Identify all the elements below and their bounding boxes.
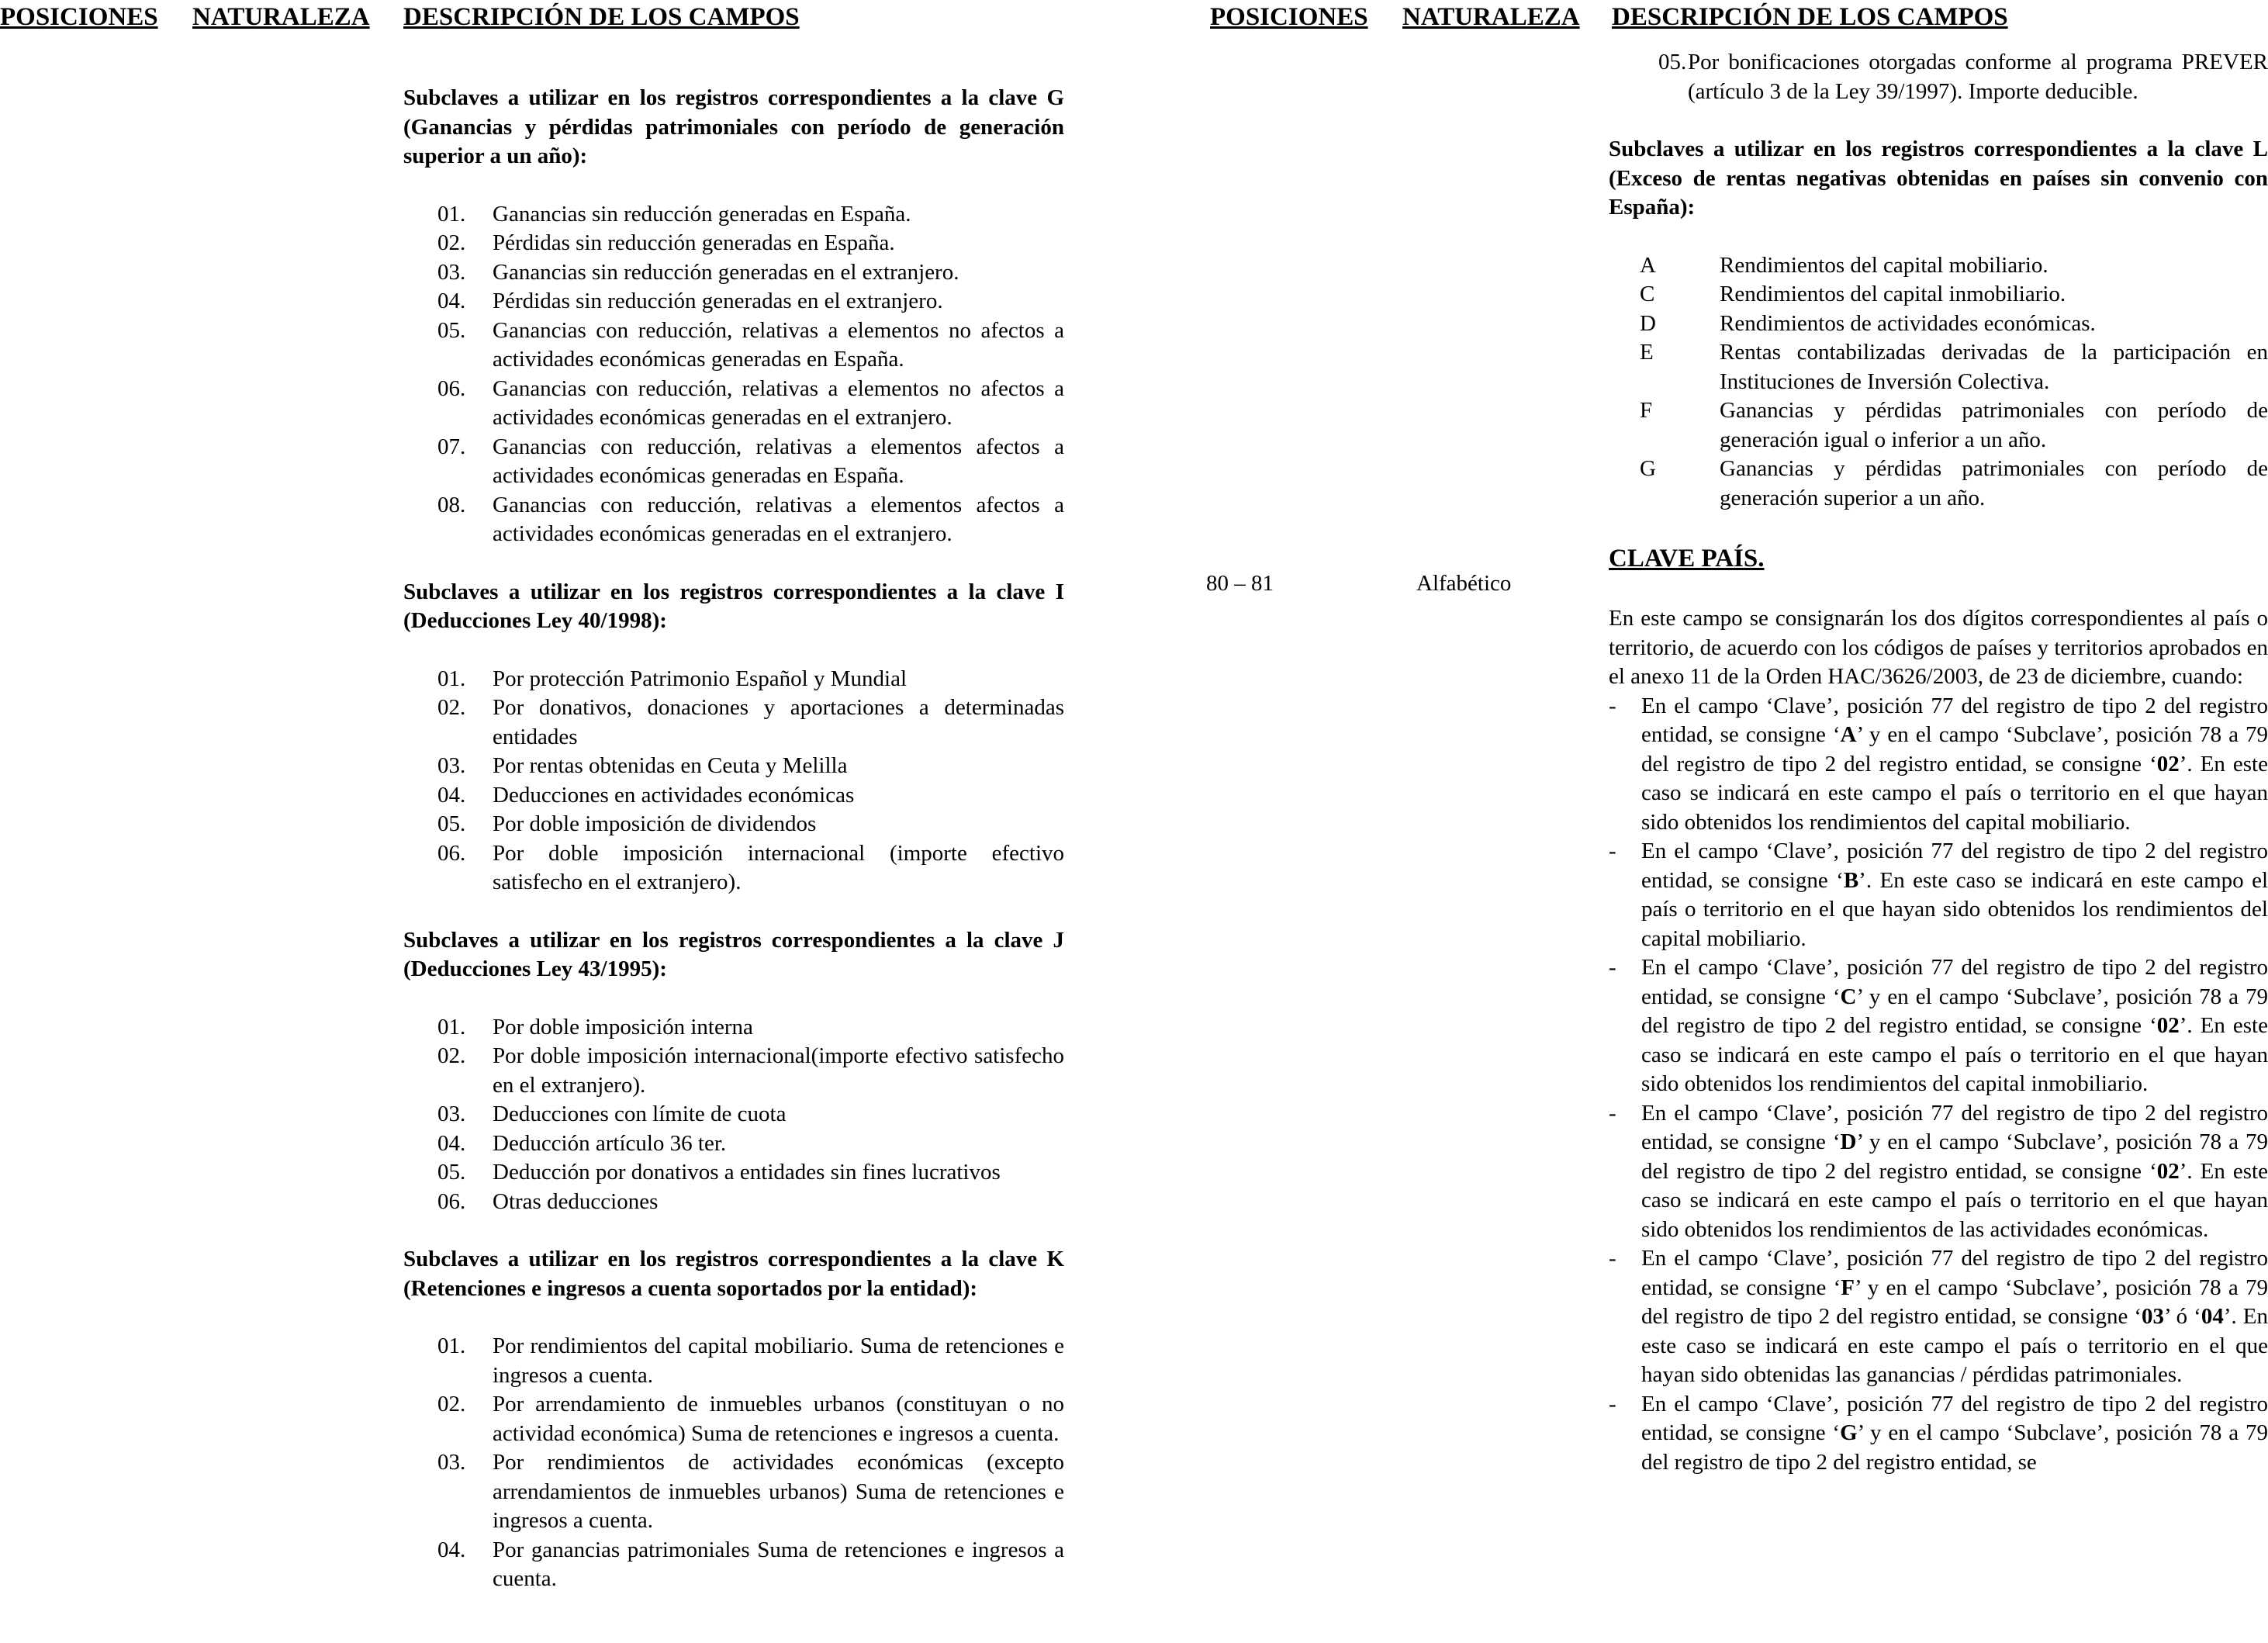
list-item <box>437 433 1064 491</box>
list-item <box>437 287 1064 316</box>
subkey-j-list <box>403 1013 1064 1217</box>
header-positions-left: POSICIONES <box>0 3 158 31</box>
list-item-code: 01. <box>437 666 466 691</box>
list-item-code: E <box>1640 340 1654 365</box>
condition-item <box>1609 692 2268 838</box>
list-item <box>437 694 1064 752</box>
condition-item <box>1609 1390 2268 1478</box>
list-item-code: 02. <box>437 230 466 255</box>
list-item-text: Por rentas obtenidas en Ceuta y Melilla <box>493 753 848 778</box>
list-item <box>437 1332 1064 1390</box>
subkey-g-heading: Subclaves a utilizar en los registros correspondientes a la clave G (Ganancias y pérdidas patrimoniales con período de generación superior a un año): <box>403 85 1064 168</box>
list-item <box>437 1100 1064 1129</box>
list-item-code: 06. <box>437 375 466 401</box>
list-item-code: D <box>1640 310 1656 336</box>
list-item-text: Por doble imposición de dividendos <box>493 811 817 836</box>
list-item-code: 05. <box>437 811 466 836</box>
list-item <box>1640 338 2268 396</box>
list-item-text: Ganancias y pérdidas patrimoniales con período de generación igual o inferior a un año. <box>1720 398 2268 452</box>
list-item-text: Por bonificaciones otorgadas conforme al programa PREVER (artículo 3 de la Ley 39/1997). Importe deducible. <box>1688 50 2268 104</box>
list-item-text: Deducciones en actividades económicas <box>493 782 855 808</box>
list-item <box>437 1188 1064 1217</box>
header-nature-left: NATURALEZA <box>192 3 370 31</box>
list-item <box>437 1390 1064 1448</box>
list-item-code: 03. <box>437 1102 466 1126</box>
list-item-text: Ganancias sin reducción generadas en España. <box>493 201 911 227</box>
list-item <box>1640 310 2268 339</box>
subkey-i-heading: Subclaves a utilizar en los registros correspondientes a la clave I (Deducciones Ley 40/1998): <box>403 579 1064 633</box>
header-description-right: DESCRIPCIÓN DE LOS CAMPOS <box>1612 3 2008 31</box>
list-item-code: F <box>1640 398 1653 423</box>
list-item <box>1640 455 2268 513</box>
list-item-text: Rentas contabilizadas derivadas de la participación en Instituciones de Inversión Colectiva. <box>1720 340 2268 394</box>
list-item-text: Ganancias con reducción, relativas a elementos afectos a actividades económicas generadas en el extranjero. <box>493 492 1064 546</box>
list-item-text: Rendimientos de actividades económicas. <box>1720 310 2096 336</box>
dash-marker: - <box>1609 1100 1616 1126</box>
condition-item <box>1609 837 2268 953</box>
list-item-text: Deducción por donativos a entidades sin fines lucrativos <box>493 1160 1001 1185</box>
list-item <box>437 1158 1064 1188</box>
list-item-code: 04. <box>437 1130 466 1156</box>
condition-text: En el campo ‘Clave’, posición 77 del registro de tipo 2 del registro entidad, se consigne ‘B’. En este caso se indicará en este campo el país o territorio en el que hayan sido obtenidos los rendimientos del capital mobiliario. <box>1641 839 2268 951</box>
list-item-code: 02. <box>437 1392 466 1416</box>
list-item-text: Por donativos, donaciones y aportaciones a determinadas entidades <box>493 695 1064 749</box>
list-item <box>437 665 1064 694</box>
subkey-j-heading: Subclaves a utilizar en los registros correspondientes a la clave J (Deducciones Ley 43/1995): <box>403 927 1064 981</box>
field-positions: 80 – 81 <box>1206 571 1274 596</box>
subkey-k-heading: Subclaves a utilizar en los registros correspondientes a la clave K (Retenciones e ingresos a cuenta soportados por la entidad): <box>403 1247 1064 1301</box>
subkey-l-list <box>1609 251 2268 514</box>
list-item-code: 06. <box>437 840 466 866</box>
header-nature-right: NATURALEZA <box>1402 3 1580 31</box>
list-item-text: Pérdidas sin reducción generadas en España. <box>493 230 895 255</box>
list-item-code: 01. <box>437 1333 466 1358</box>
list-item <box>437 375 1064 433</box>
list-item-code: C <box>1640 282 1655 306</box>
list-item-text: Por protección Patrimonio Español y Mundial <box>493 666 908 691</box>
list-item-text: Ganancias con reducción, relativas a elementos no afectos a actividades económicas generadas en España. <box>493 317 1064 372</box>
list-item-text: Deducción artículo 36 ter. <box>493 1130 727 1156</box>
list-item <box>437 491 1064 549</box>
list-item <box>1640 251 2268 281</box>
dash-marker: - <box>1609 839 1616 863</box>
list-item-text: Por doble imposición internacional (importe efectivo satisfecho en el extranjero). <box>493 840 1064 894</box>
condition-text: En el campo ‘Clave’, posición 77 del registro de tipo 2 del registro entidad, se consigne ‘G’ y en el campo ‘Subclave’, posición 78 a 79 del registro de tipo 2 del registro entidad, se <box>1641 1391 2268 1475</box>
condition-text: En el campo ‘Clave’, posición 77 del registro de tipo 2 del registro entidad, se consigne ‘D’ y en el campo ‘Subclave’, posición 78 a 79 del registro de tipo 2 del registro entidad, se consigne ‘02’. En este caso se indicará en este campo el país o territorio en el que hayan sido obtenidos los rendimientos de las actividades económicas. <box>1641 1100 2268 1242</box>
dash-marker: - <box>1609 1391 1616 1416</box>
list-item <box>437 200 1064 230</box>
list-item <box>437 1536 1064 1594</box>
list-item-code: 07. <box>437 434 466 459</box>
condition-item <box>1609 1099 2268 1245</box>
list-item-code: 03. <box>437 753 466 778</box>
right-description-column <box>1609 48 2268 1477</box>
list-item-text: Por doble imposición internacional(importe efectivo satisfecho en el extranjero). <box>493 1043 1064 1098</box>
list-item-code: 02. <box>437 695 466 720</box>
subkey-l-heading: Subclaves a utilizar en los registros correspondientes a la clave L (Exceso de rentas negativas obtenidas en países sin convenio con España): <box>1609 137 2268 220</box>
list-item-code: 04. <box>437 1537 466 1562</box>
subkey-g-list <box>403 200 1064 549</box>
list-item-code: 05. <box>437 317 466 343</box>
list-item-text: Por ganancias patrimoniales Suma de retenciones e ingresos a cuenta. <box>493 1537 1064 1591</box>
list-item <box>437 1448 1064 1536</box>
list-item <box>437 316 1064 375</box>
condition-item <box>1609 1244 2268 1390</box>
list-item-code: 01. <box>437 201 466 227</box>
list-item-text: Rendimientos del capital inmobiliario. <box>1720 282 2066 306</box>
list-item <box>437 752 1064 781</box>
list-item-text: Ganancias y pérdidas patrimoniales con período de generación superior a un año. <box>1720 456 2268 510</box>
list-item <box>437 1042 1064 1100</box>
subkey-i-list <box>403 665 1064 898</box>
list-item-text: Por rendimientos del capital mobiliario. Suma de retenciones e ingresos a cuenta. <box>493 1333 1064 1388</box>
list-item-code: 03. <box>437 259 466 285</box>
list-item <box>437 781 1064 811</box>
list-item-text: Pérdidas sin reducción generadas en el extranjero. <box>493 289 943 313</box>
list-item-text: Por doble imposición interna <box>493 1014 753 1039</box>
list-item-code: 06. <box>437 1188 466 1214</box>
list-item-code: 03. <box>437 1450 466 1475</box>
list-item-code: 05. <box>1658 50 1687 74</box>
list-item-text: Ganancias sin reducción generadas en el extranjero. <box>493 259 959 285</box>
condition-text: En el campo ‘Clave’, posición 77 del registro de tipo 2 del registro entidad, se consigne ‘C’ y en el campo ‘Subclave’, posición 78 a 79 del registro de tipo 2 del registro entidad, se consigne ‘02’. En este caso se indicará en este campo el país o territorio en el que hayan sido obtenidos los rendimientos del capital inmobiliario. <box>1641 955 2268 1096</box>
list-item <box>1640 396 2268 455</box>
dash-marker: - <box>1609 955 1616 980</box>
left-description-column <box>403 84 1064 1594</box>
list-item-code: G <box>1640 456 1656 481</box>
list-item <box>437 1013 1064 1043</box>
header-positions-right: POSICIONES <box>1210 3 1368 31</box>
condition-text: En el campo ‘Clave’, posición 77 del registro de tipo 2 del registro entidad, se consigne ‘A’ y en el campo ‘Subclave’, posición 78 a 79 del registro de tipo 2 del registro entidad, se consigne ‘02’. En este caso se indicará en este campo el país o territorio en el que hayan sido obtenidos los rendimientos del capital mobiliario. <box>1641 693 2268 835</box>
list-item-text: Rendimientos del capital mobiliario. <box>1720 252 2048 278</box>
clave-pais-title: CLAVE PAÍS. <box>1609 545 1765 572</box>
dash-marker: - <box>1609 693 1616 718</box>
list-item-text: Por rendimientos de actividades económicas (excepto arrendamientos de inmuebles urbanos) Suma de retenciones e ingresos a cuenta. <box>493 1450 1064 1533</box>
condition-item <box>1609 953 2268 1099</box>
subkey-k-item-05 <box>1609 48 2268 106</box>
list-item <box>437 810 1064 839</box>
list-item-code: 05. <box>437 1160 466 1185</box>
list-item-text: Deducciones con límite de cuota <box>493 1102 787 1126</box>
list-item-text: Otras deducciones <box>493 1188 659 1214</box>
list-item-text: Ganancias con reducción, relativas a elementos afectos a actividades económicas generadas en España. <box>493 434 1064 488</box>
dash-marker: - <box>1609 1246 1616 1271</box>
list-item-code: A <box>1640 252 1656 278</box>
list-item-code: 04. <box>437 782 466 808</box>
list-item <box>1640 280 2268 310</box>
list-item-text: Ganancias con reducción, relativas a elementos no afectos a actividades económicas generadas en el extranjero. <box>493 375 1064 430</box>
list-item <box>437 839 1064 898</box>
list-item-code: 01. <box>437 1014 466 1039</box>
clave-pais-conditions <box>1609 692 2268 1478</box>
clave-pais-intro: En este campo se consignarán los dos dígitos correspondientes al país o territorio, de acuerdo con los códigos de países y territorios aprobados en el anexo 11 de la Orden HAC/3626/2003, de 23 de diciembre, cuando: <box>1609 606 2268 689</box>
header-description-left: DESCRIPCIÓN DE LOS CAMPOS <box>403 3 800 31</box>
list-item <box>437 229 1064 258</box>
list-item <box>437 1129 1064 1159</box>
list-item <box>437 258 1064 288</box>
list-item-code: 04. <box>437 289 466 313</box>
field-nature: Alfabético <box>1416 571 1512 596</box>
list-item-code: 02. <box>437 1043 466 1068</box>
subkey-k-list <box>403 1332 1064 1594</box>
list-item-text: Por arrendamiento de inmuebles urbanos (constituyan o no actividad económica) Suma de retenciones e ingresos a cuenta. <box>493 1392 1064 1446</box>
condition-text: En el campo ‘Clave’, posición 77 del registro de tipo 2 del registro entidad, se consigne ‘F’ y en el campo ‘Subclave’, posición 78 a 79 del registro de tipo 2 del registro entidad, se consigne ‘03’ ó ‘04’. En este caso se indicará en este campo el país o territorio en el que hayan sido obtenidas las ganancias / pérdidas patrimoniales. <box>1641 1246 2268 1387</box>
list-item-code: 08. <box>437 492 466 517</box>
